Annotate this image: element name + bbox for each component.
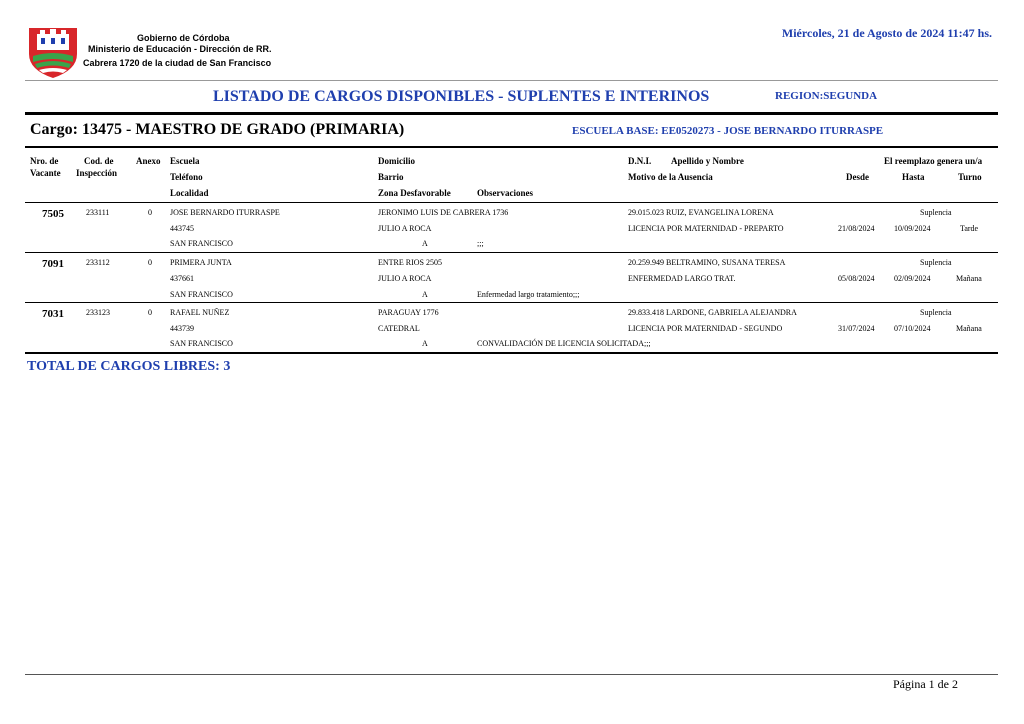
cargo-title: Cargo: 13475 - MAESTRO DE GRADO (PRIMARIA)	[30, 121, 405, 138]
row-domicilio: ENTRE RIOS 2505	[378, 258, 442, 267]
row-tipo: Suplencia	[920, 208, 952, 217]
row-motivo: LICENCIA POR MATERNIDAD - PREPARTO	[628, 224, 784, 233]
org-line-3: Cabrera 1720 de la ciudad de San Francisco	[83, 58, 272, 68]
row-desde: 05/08/2024	[838, 274, 875, 283]
col-domicilio: Domicilio	[378, 156, 415, 166]
row-localidad: SAN FRANCISCO	[170, 339, 233, 348]
row-vacante: 7031	[42, 308, 64, 320]
report-datetime: Miércoles, 21 de Agosto de 2024 11:47 hs.	[781, 26, 992, 40]
row-hasta: 10/09/2024	[894, 224, 931, 233]
header-divider	[25, 80, 998, 81]
row-localidad: SAN FRANCISCO	[170, 239, 233, 248]
row-vacante: 7505	[42, 208, 64, 220]
col-cod-1: Cod. de	[84, 156, 114, 166]
page-number: Página 1 de 2	[893, 677, 958, 691]
row-desde: 21/08/2024	[838, 224, 875, 233]
row-localidad: SAN FRANCISCO	[170, 290, 233, 299]
col-zona: Zona Desfavorable	[378, 188, 451, 198]
col-localidad: Localidad	[170, 188, 209, 198]
col-anexo: Anexo	[136, 156, 161, 166]
row-zona: A	[422, 239, 428, 248]
row-escuela: RAFAEL NUÑEZ	[170, 308, 230, 317]
row-desde: 31/07/2024	[838, 324, 875, 333]
col-motivo: Motivo de la Ausencia	[628, 172, 713, 182]
col-barrio: Barrio	[378, 172, 404, 182]
row-observaciones: ;;;	[477, 239, 484, 248]
header-row-divider	[25, 202, 998, 203]
footer-divider	[25, 674, 998, 675]
col-desde: Desde	[846, 172, 869, 182]
row-divider	[25, 252, 998, 253]
row-observaciones: CONVALIDACIÓN DE LICENCIA SOLICITADA;;;	[477, 339, 651, 348]
row-tipo: Suplencia	[920, 308, 952, 317]
table-bottom-divider	[25, 352, 998, 354]
row-barrio: CATEDRAL	[378, 324, 420, 333]
col-reemplazo: El reemplazo genera un/a	[884, 156, 983, 166]
col-nro-2: Vacante	[30, 168, 61, 178]
row-barrio: JULIO A ROCA	[378, 224, 432, 233]
row-motivo: ENFERMEDAD LARGO TRAT.	[628, 274, 736, 283]
row-vacante: 7091	[42, 258, 64, 270]
row-inspeccion: 233123	[86, 308, 110, 317]
row-observaciones: Enfermedad largo tratamiento;;;	[477, 290, 580, 299]
row-hasta: 02/09/2024	[894, 274, 931, 283]
row-divider	[25, 302, 998, 303]
row-escuela: PRIMERA JUNTA	[170, 258, 232, 267]
row-zona: A	[422, 339, 428, 348]
row-telefono: 443745	[170, 224, 194, 233]
total-cargos: TOTAL DE CARGOS LIBRES: 3	[27, 359, 231, 374]
report-title: LISTADO DE CARGOS DISPONIBLES - SUPLENTES E INTERINOS	[213, 88, 710, 105]
col-apellido: Apellido y Nombre	[671, 156, 744, 166]
escuela-base: ESCUELA BASE: EE0520273 - JOSE BERNARDO ITURRASPE	[572, 125, 884, 137]
col-dni: D.N.I.	[628, 156, 652, 166]
row-turno: Mañana	[956, 324, 982, 333]
row-telefono: 437661	[170, 274, 194, 283]
row-dni-nombre: 29.015.023 RUIZ, EVANGELINA LORENA	[628, 208, 774, 217]
col-escuela: Escuela	[170, 156, 200, 166]
row-hasta: 07/10/2024	[894, 324, 931, 333]
row-anexo: 0	[148, 208, 152, 217]
col-turno: Turno	[958, 172, 982, 182]
cargo-divider	[25, 146, 998, 148]
row-dni-nombre: 29.833.418 LARDONE, GABRIELA ALEJANDRA	[628, 308, 797, 317]
org-line-2: Ministerio de Educación - Dirección de RR.	[88, 44, 272, 54]
org-line-1: Gobierno de Córdoba	[137, 33, 230, 43]
row-turno: Mañana	[956, 274, 982, 283]
col-telefono: Teléfono	[170, 172, 203, 182]
row-escuela: JOSE BERNARDO ITURRASPE	[170, 208, 280, 217]
col-hasta: Hasta	[902, 172, 925, 182]
cordoba-logo	[27, 24, 79, 80]
col-nro-1: Nro. de	[30, 156, 59, 166]
region-label: REGION:SEGUNDA	[775, 90, 878, 102]
row-anexo: 0	[148, 258, 152, 267]
row-tipo: Suplencia	[920, 258, 952, 267]
row-inspeccion: 233112	[86, 258, 110, 267]
row-dni-nombre: 20.259.949 BELTRAMINO, SUSANA TERESA	[628, 258, 786, 267]
row-domicilio: PARAGUAY 1776	[378, 308, 439, 317]
row-barrio: JULIO A ROCA	[378, 274, 432, 283]
row-zona: A	[422, 290, 428, 299]
row-anexo: 0	[148, 308, 152, 317]
row-turno: Tarde	[960, 224, 979, 233]
col-cod-2: Inspección	[76, 168, 118, 178]
row-motivo: LICENCIA POR MATERNIDAD - SEGUNDO	[628, 324, 783, 333]
row-telefono: 443739	[170, 324, 194, 333]
title-divider	[25, 112, 998, 115]
row-domicilio: JERONIMO LUIS DE CABRERA 1736	[378, 208, 509, 217]
row-inspeccion: 233111	[86, 208, 110, 217]
col-observaciones: Observaciones	[477, 188, 533, 198]
